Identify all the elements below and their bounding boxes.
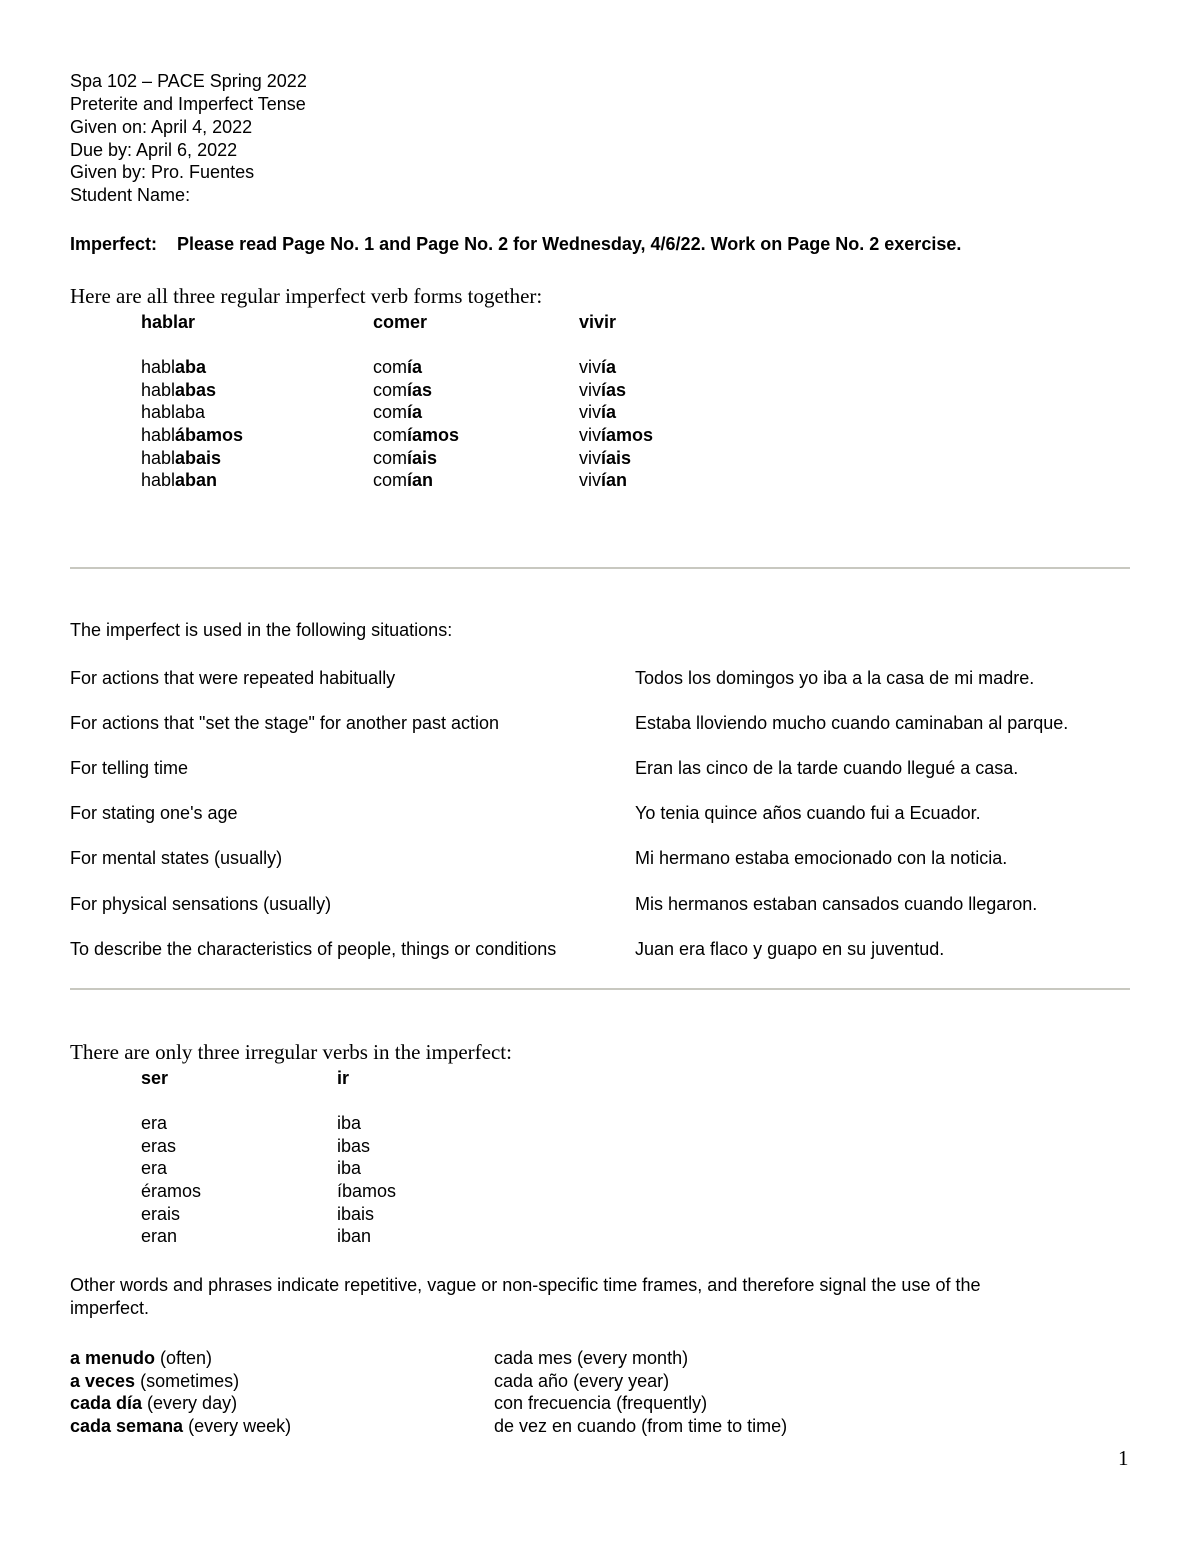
section-divider [70,567,1130,569]
use-row [70,668,1130,692]
header-due-by: Due by: April 6, 2022 [70,140,238,160]
verb-form: erais [141,1203,181,1224]
use-description: For actions that "set the stage" for another past action [70,713,500,733]
verb-column-ser [141,1067,201,1248]
signal-term: cada semana (every week) [70,1416,292,1436]
verb-form: hablabais [141,447,222,468]
verb-form: hablábamos [141,424,244,445]
use-description: To describe the characteristics of people, things or conditions [70,939,557,959]
verb-form: comía [373,402,423,423]
verb-form: hablabas [141,379,217,400]
signal-term-right: cada mes (every month) [494,1348,689,1368]
signals-intro-line1: Other words and phrases indicate repetitive, vague or non-specific time frames, and therefore signal the use of the [70,1275,981,1295]
verb-form: comía [373,357,423,378]
use-row [70,939,1130,963]
verb-form: iba [337,1113,362,1134]
verb-column-hablar [141,311,243,492]
verb-form: era [141,1113,168,1134]
verb-column-head: hablar [141,312,196,332]
use-description: For telling time [70,758,189,778]
use-example: Todos los domingos yo iba a la casa de mi madre. [635,668,1035,688]
verb-form: comíamos [373,424,460,445]
verb-form: vivían [579,470,628,491]
page-number: 1 [1118,1446,1129,1470]
header-given-by: Given by: Pro. Fuentes [70,162,255,182]
verb-column-head: ser [141,1068,169,1088]
use-row [70,713,1130,737]
regular-verb-table [141,311,741,501]
verb-form: eran [141,1226,178,1247]
verb-form: comíais [373,447,438,468]
verb-form: eras [141,1135,177,1156]
use-description: For mental states (usually) [70,848,283,868]
use-description: For actions that were repeated habitually [70,668,396,688]
verb-form: comías [373,379,433,400]
use-example: Mi hermano estaba emocionado con la noticia. [635,848,1008,868]
verb-form: vivía [579,402,617,423]
use-description: For physical sensations (usually) [70,894,332,914]
verb-column-head: ir [337,1068,350,1088]
verb-column-head: comer [373,312,428,332]
regular-intro: Here are all three regular imperfect verb forms together: [70,284,543,308]
verb-form: hablaba [141,357,207,378]
instruction-text: Please read Page No. 1 and Page No. 2 for Wednesday, 4/6/22. Work on Page No. 2 exercise. [177,234,962,254]
use-row [70,894,1130,918]
use-example: Yo tenia quince años cuando fui a Ecuador. [635,803,981,823]
verb-column-comer [373,311,459,492]
use-example: Mis hermanos estaban cansados cuando llegaron. [635,894,1038,914]
use-row [70,848,1130,872]
verb-form: ibas [337,1135,371,1156]
verb-form: vivías [579,379,627,400]
signal-term: a veces (sometimes) [70,1371,240,1391]
header-given-on: Given on: April 4, 2022 [70,117,253,137]
use-example: Juan era flaco y guapo en su juventud. [635,939,945,959]
irregular-verb-table [141,1067,541,1247]
instruction [70,233,961,256]
verb-form: era [141,1158,168,1179]
verb-form: hablaban [141,470,218,491]
signal-term: a menudo (often) [70,1348,213,1368]
verb-form: hablaba [141,402,206,423]
verb-form: íbamos [337,1180,397,1201]
verb-form: vivíais [579,447,632,468]
use-description: For stating one's age [70,803,238,823]
signal-row [70,1370,970,1393]
verb-column-head: vivir [579,312,617,332]
signal-term-right: de vez en cuando (from time to time) [494,1416,788,1436]
signal-row [70,1415,970,1438]
verb-form: iba [337,1158,362,1179]
verb-form: ibais [337,1203,375,1224]
header-student-name: Student Name: [70,185,191,205]
use-row [70,758,1130,782]
use-example: Eran las cinco de la tarde cuando llegué a casa. [635,758,1019,778]
signal-term-right: cada año (every year) [494,1371,670,1391]
signal-row [70,1392,970,1415]
header-topic: Preterite and Imperfect Tense [70,94,306,114]
uses-intro: The imperfect is used in the following situations: [70,620,453,640]
verb-form: vivíamos [579,424,654,445]
signals-intro-line2: imperfect. [70,1298,150,1318]
signal-term: cada día (every day) [70,1393,238,1413]
verb-column-ir [337,1067,396,1248]
header-course: Spa 102 – PACE Spring 2022 [70,71,307,91]
irregular-intro: There are only three irregular verbs in the imperfect: [70,1040,512,1064]
use-row [70,803,1130,827]
verb-form: comían [373,470,434,491]
signal-row [70,1347,970,1370]
verb-form: éramos [141,1180,202,1201]
instruction-label: Imperfect: [70,234,158,254]
verb-column-vivir [579,311,653,492]
verb-form: iban [337,1226,372,1247]
use-example: Estaba lloviendo mucho cuando caminaban al parque. [635,713,1069,733]
verb-form: vivía [579,357,617,378]
signal-term-right: con frecuencia (frequently) [494,1393,708,1413]
section-divider [70,988,1130,990]
